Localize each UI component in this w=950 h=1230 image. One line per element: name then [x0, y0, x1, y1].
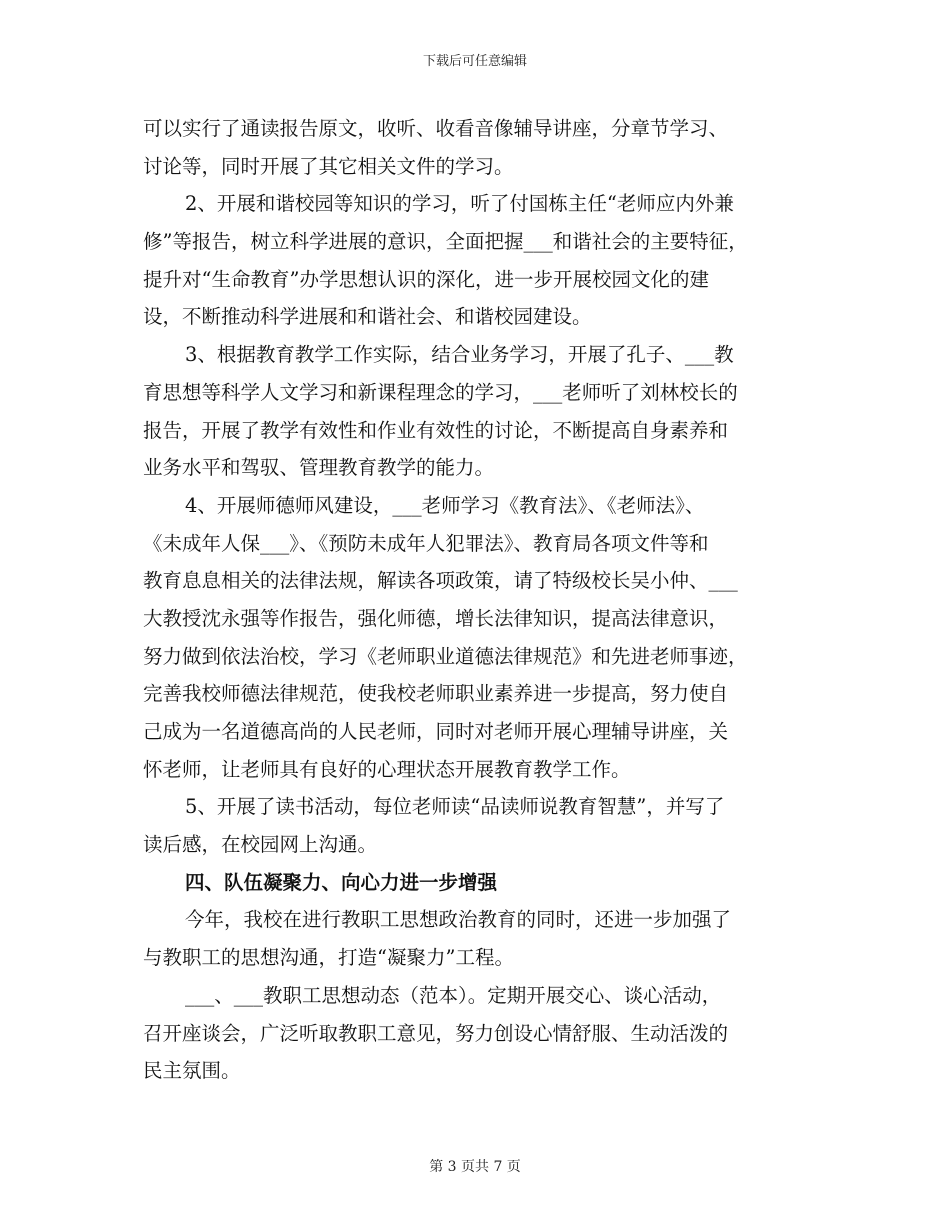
text-line: 怀老师，让老师具有良好的心理状态开展教育教学工作。	[143, 757, 631, 781]
text-line: 召开座谈会，广泛听取教职工意见，努力创设心情舒服、生动活泼的	[143, 1021, 729, 1045]
text-line: 与教职工的思想沟通，打造“凝聚力”工程。	[143, 946, 514, 970]
text-line: 报告，开展了教学有效性和作业有效性的讨论，不断提高自身素养和	[143, 418, 729, 442]
text-line: 修”等报告，树立科学进展的意识，全面把握___和谐社会的主要特征，	[143, 230, 748, 254]
text-line: 读后感，在校园网上沟通。	[143, 833, 378, 857]
text-line: 3、根据教育教学工作实际，结合业务学习，开展了孔子、___教	[185, 343, 734, 367]
text-line: 2、开展和谐校园等知识的学习，听了付国栋主任“老师应内外兼	[185, 192, 734, 216]
text-line: 育思想等科学人文学习和新课程理念的学习，___老师听了刘林校长的	[143, 380, 738, 404]
text-line: 设，不断推动科学进展和和谐社会、和谐校园建设。	[143, 305, 592, 329]
text-line: 业务水平和驾驭、管理教育教学的能力。	[143, 456, 495, 480]
text-line: 提升对“生命教育”办学思想认识的深化，进一步开展校园文化的建	[143, 267, 709, 291]
document-body	[143, 110, 823, 1090]
text-line: 教育息息相关的法律法规，解读各项政策，请了特级校长吴小仲、___	[143, 569, 738, 593]
text-line: 5、开展了读书活动，每位老师读“品读师说教育智慧”，并写了	[185, 795, 725, 819]
text-line: ___、___教职工思想动态（范本）。定期开展交心、谈心活动，	[185, 983, 722, 1007]
page-footer: 第 3 页共 7 页	[429, 1159, 521, 1175]
text-line: 努力做到依法治校，学习《老师职业道德法律规范》和先进老师事迹，	[143, 644, 748, 668]
text-line: 大教授沈永强等作报告，强化师德，增长法律知识，提高法律意识，	[143, 606, 729, 630]
text-line: 讨论等，同时开展了其它相关文件的学习。	[143, 154, 514, 178]
section-heading: 四、队伍凝聚力、向心力进一步增强	[185, 870, 498, 894]
text-line: 民主氛围。	[143, 1059, 241, 1083]
page-header: 下载后可任意编辑	[422, 54, 527, 69]
text-line: 《未成年人保___》、《预防未成年人犯罪法》、教育局各项文件等和	[143, 531, 709, 555]
text-line: 完善我校师德法律规范，使我校老师职业素养进一步提高，努力使自	[143, 682, 729, 706]
text-line: 己成为一名道德高尚的人民老师，同时对老师开展心理辅导讲座，关	[143, 720, 729, 743]
text-line: 今年，我校在进行教职工思想政治教育的同时，还进一步加强了	[185, 908, 732, 932]
text-line: 可以实行了通读报告原文，收听、收看音像辅导讲座，分章节学习、	[143, 117, 729, 140]
text-line: 4、开展师德师风建设，___老师学习《教育法》、《老师法》、	[185, 493, 705, 517]
